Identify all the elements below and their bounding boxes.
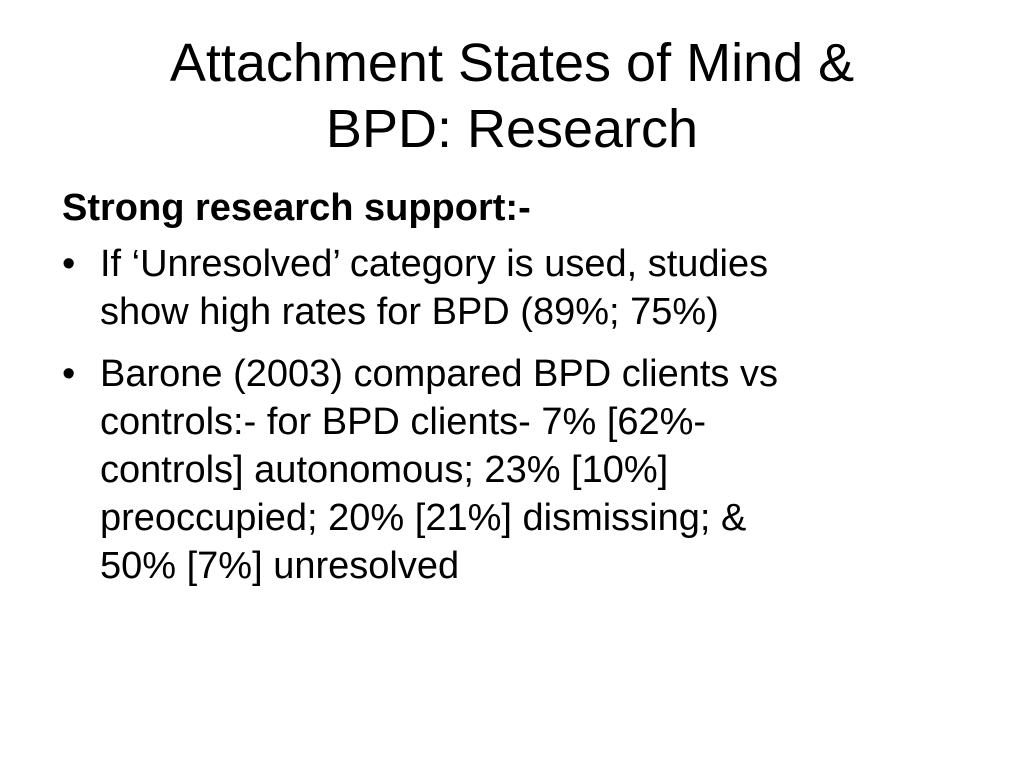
bullet-line: preoccupied; 20% [21%] dismissing; & bbox=[100, 497, 747, 539]
title-line-1: Attachment States of Mind & bbox=[169, 33, 855, 93]
section-heading: Strong research support:- bbox=[62, 187, 531, 229]
bullet-icon: • bbox=[62, 243, 76, 285]
bullet-line: show high rates for BPD (89%; 75%) bbox=[100, 291, 719, 333]
bullet-line: Barone (2003) compared BPD clients vs bbox=[100, 353, 778, 395]
title-line-2: BPD: Research bbox=[325, 99, 699, 159]
bullet-list bbox=[62, 240, 962, 590]
slide-title bbox=[60, 30, 964, 162]
bullet-text bbox=[100, 350, 962, 590]
bullet-line: controls:- for BPD clients- 7% [62%- bbox=[100, 401, 707, 443]
bullet-text bbox=[100, 240, 962, 336]
bullet-line: 50% [7%] unresolved bbox=[100, 545, 460, 587]
bullet-line: controls] autonomous; 23% [10%] bbox=[100, 449, 669, 491]
bullet-item-barone bbox=[62, 350, 962, 590]
bullet-item-unresolved bbox=[62, 240, 962, 336]
slide-content bbox=[62, 184, 962, 604]
bullet-line: If ‘Unresolved’ category is used, studies bbox=[100, 243, 769, 285]
bullet-icon: • bbox=[62, 353, 76, 395]
